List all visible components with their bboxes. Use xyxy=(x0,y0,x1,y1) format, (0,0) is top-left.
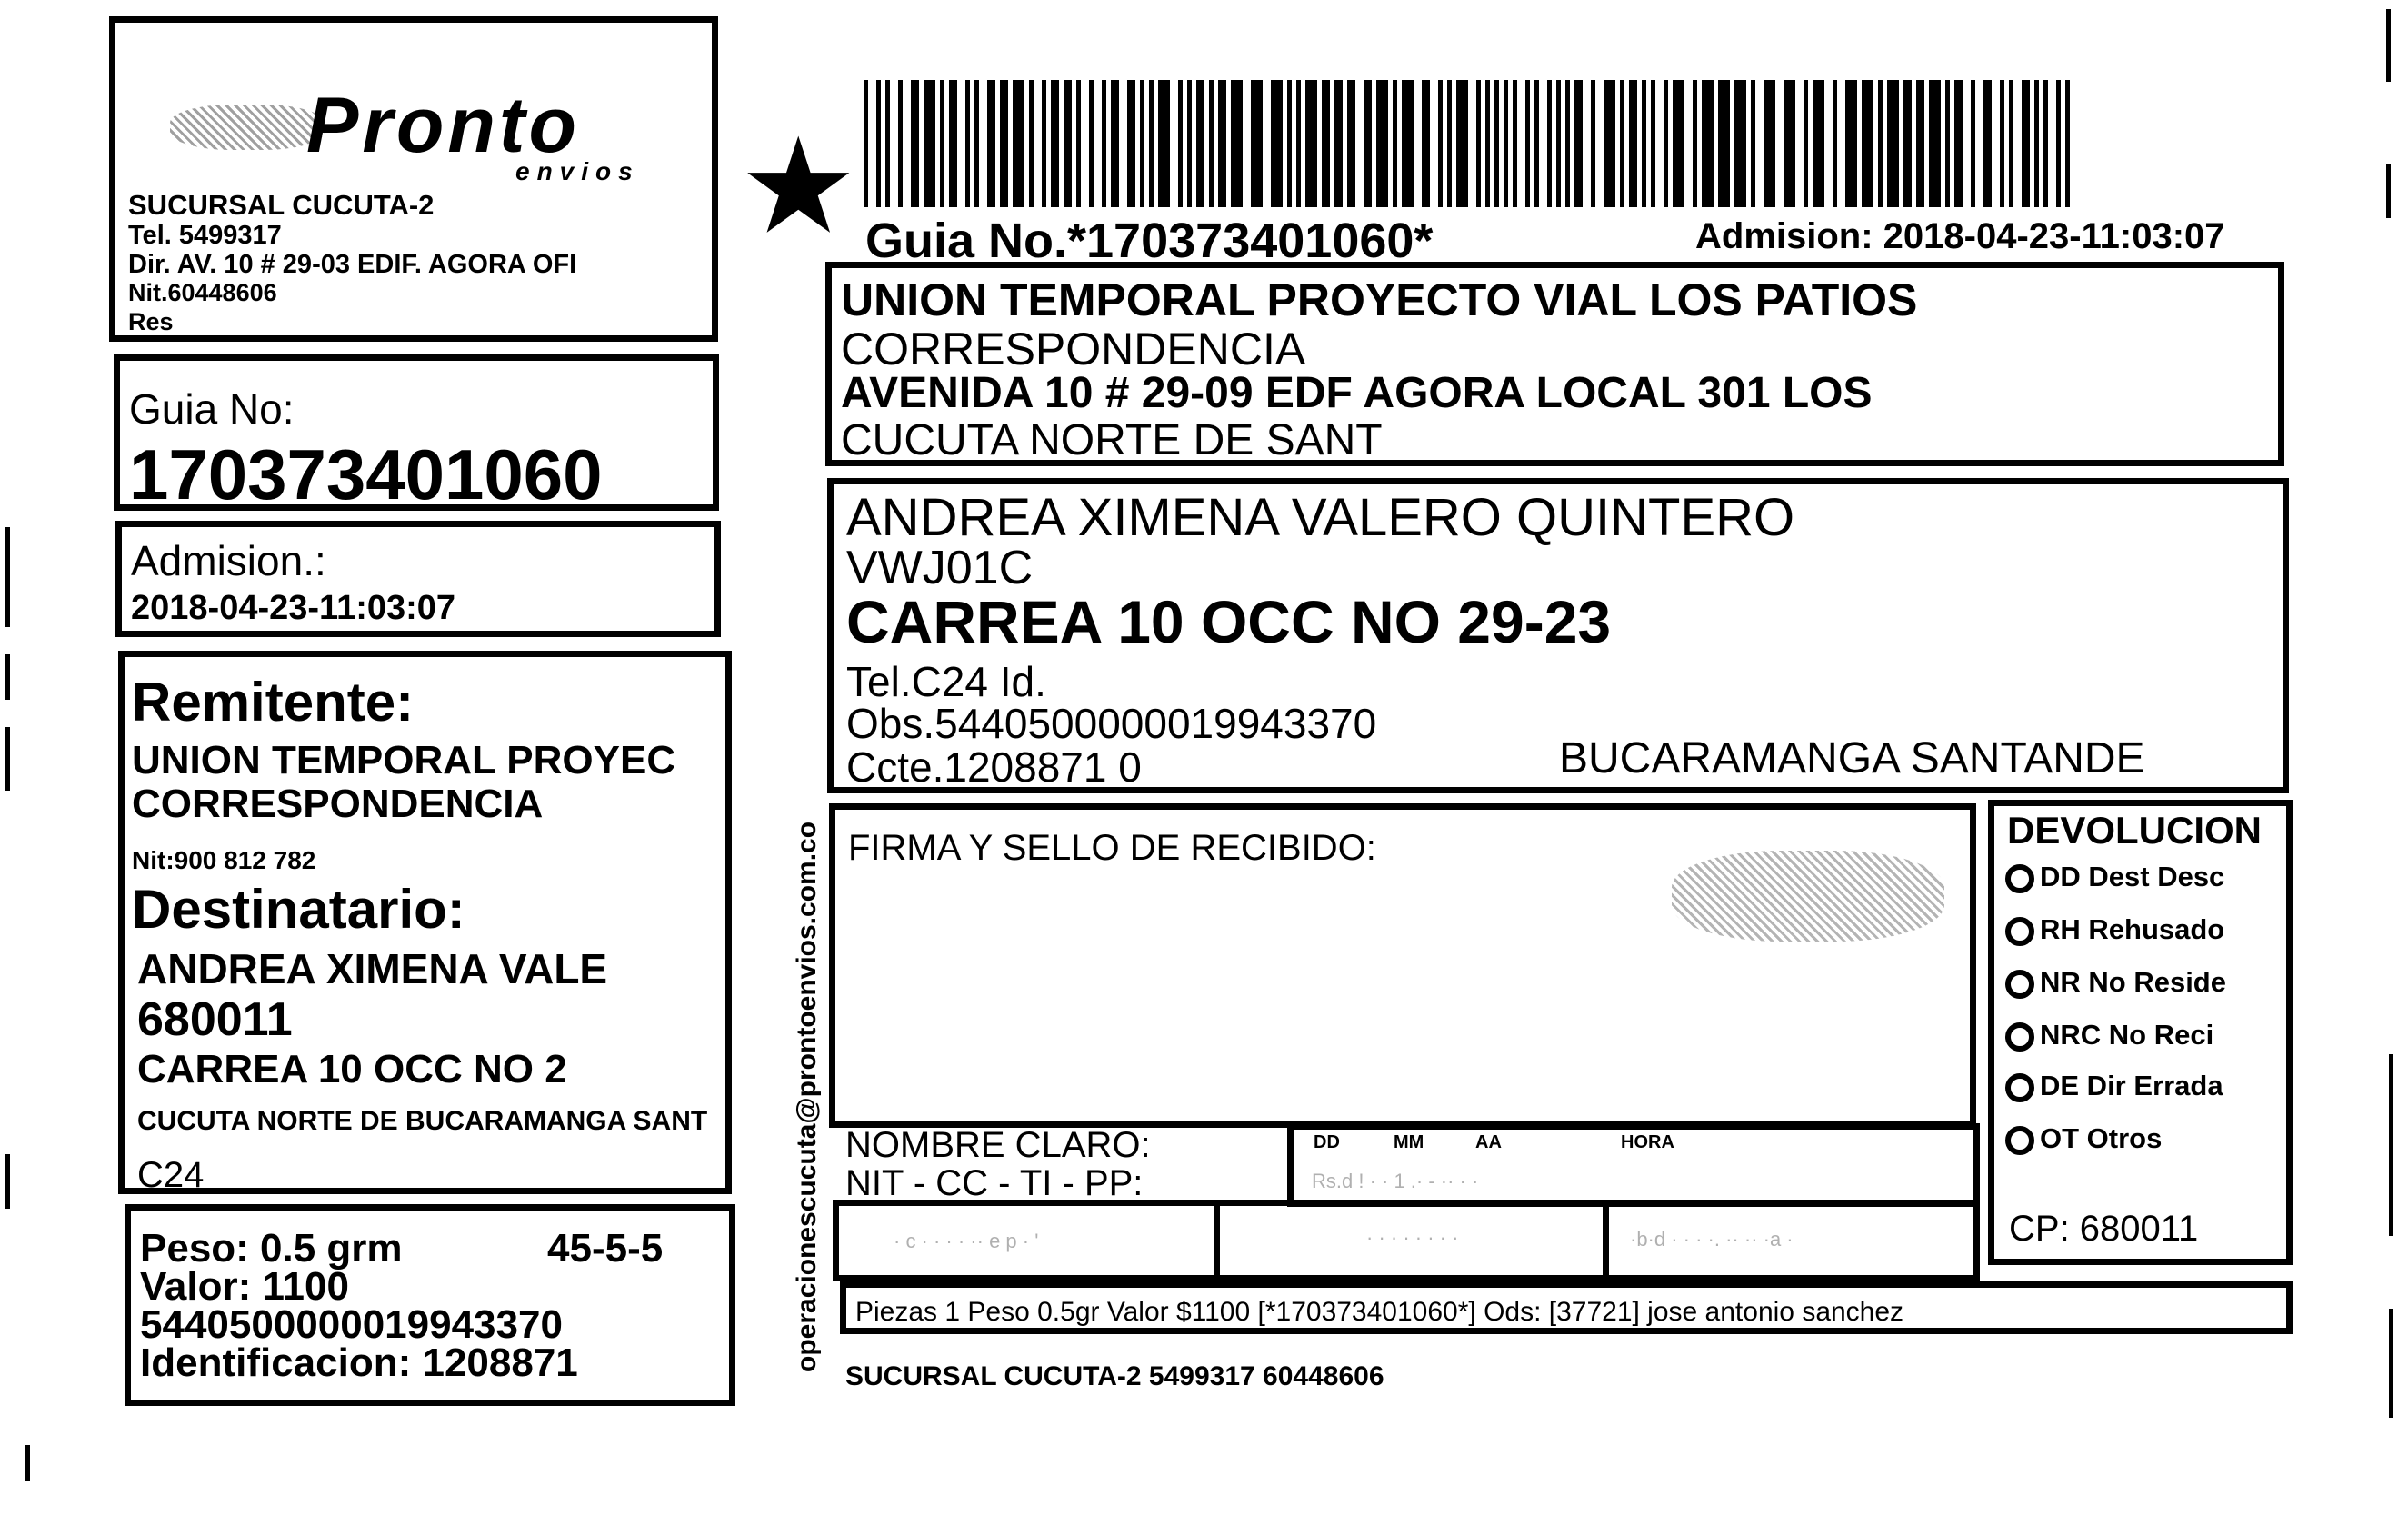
remitente-line1: UNION TEMPORAL PROYEC xyxy=(132,738,676,782)
radio-button[interactable] xyxy=(2005,1022,2034,1052)
date-header-dd: DD xyxy=(1314,1132,1340,1152)
guia-box xyxy=(114,354,719,514)
recipient-code: VWJ01C xyxy=(846,542,1034,594)
branch-nit: Nit.60448606 xyxy=(128,279,277,306)
devolucion-cp: CP: 680011 xyxy=(2009,1209,2199,1249)
signature-stamp xyxy=(1672,851,1944,942)
remitente-nit: Nit:900 812 782 xyxy=(132,846,316,874)
edge-mark xyxy=(2386,9,2391,82)
date-header-hora: HORA xyxy=(1621,1132,1674,1152)
destinatario-zone: C24 xyxy=(137,1155,205,1195)
date-header-aa: AA xyxy=(1475,1132,1502,1152)
destinatario-name: ANDREA XIMENA VALE xyxy=(137,945,608,992)
edge-mark xyxy=(5,654,10,700)
date-header-mm: MM xyxy=(1394,1132,1424,1152)
remitente-label: Remitente: xyxy=(132,672,415,733)
admision-value: 2018-04-23-11:03:07 xyxy=(131,589,456,627)
recipient-obs: Obs.5440500000019943370 xyxy=(846,700,1377,747)
signature-label: FIRMA Y SELLO DE RECIBIDO: xyxy=(848,828,1376,868)
recipient-ccte: Ccte.1208871 0 xyxy=(846,743,1142,791)
header-admision: Admision: 2018-04-23-11:03:07 xyxy=(1695,216,2225,256)
logo-text: Pronto xyxy=(306,82,581,169)
branch-res: Res xyxy=(128,308,174,335)
sender-box xyxy=(825,262,2284,466)
devolucion-title: DEVOLUCION xyxy=(2007,809,2263,852)
summary-box xyxy=(840,1281,2293,1334)
faint-stamp: · · · · · · · · xyxy=(1366,1226,1459,1249)
destinatario-address: CARREA 10 OCC NO 2 xyxy=(137,1047,567,1091)
radio-button[interactable] xyxy=(2005,864,2034,893)
sender-line2: CORRESPONDENCIA xyxy=(841,324,1306,374)
faint-stamp: Rs.d ! · · 1 .· - ·· · · xyxy=(1312,1170,1479,1192)
devolucion-option: DE Dir Errada xyxy=(2040,1070,2223,1101)
nit-cc-label: NIT - CC - TI - PP: xyxy=(845,1163,1144,1203)
recipient-address: CARREA 10 OCC NO 29-23 xyxy=(846,588,1612,655)
side-email: operacionescucuta@prontoenvios.com.co xyxy=(792,821,822,1372)
radio-button[interactable] xyxy=(2005,1126,2034,1155)
pronto-logo xyxy=(170,82,679,186)
edge-mark xyxy=(2389,1309,2393,1418)
package-value: Valor: 1100 xyxy=(140,1264,349,1309)
date-box xyxy=(1287,1123,1980,1207)
logo-subtext: envios xyxy=(515,157,640,185)
package-dimensions: 45-5-5 xyxy=(547,1226,664,1271)
radio-button[interactable] xyxy=(2005,1073,2034,1102)
devolucion-box xyxy=(1988,800,2293,1265)
faint-stamp: · c · · · · ·· e p · ' xyxy=(894,1230,1039,1252)
nombre-claro-label: NOMBRE CLARO: xyxy=(845,1125,1151,1165)
branch-box xyxy=(109,16,718,342)
devolucion-option: NR No Reside xyxy=(2040,966,2226,998)
destinatario-label: Destinatario: xyxy=(132,879,465,940)
recipient-city: BUCARAMANGA SANTANDE xyxy=(1559,734,2145,782)
edge-mark xyxy=(5,727,10,791)
admision-label: Admision.: xyxy=(131,537,326,584)
devolucion-option: NRC No Reci xyxy=(2040,1019,2214,1051)
branch-tel: Tel. 5499317 xyxy=(128,221,282,250)
recipient-tel: Tel.C24 Id. xyxy=(846,658,1046,705)
branch-address: Dir. AV. 10 # 29-03 EDIF. AGORA OFI xyxy=(128,250,577,279)
package-identification: Identificacion: 1208871 xyxy=(140,1341,578,1385)
header-guia: Guia No.*170373401060* xyxy=(865,214,1434,268)
barcode xyxy=(864,80,2082,207)
recipient-name: ANDREA XIMENA VALERO QUINTERO xyxy=(846,488,1795,547)
branch-name: SUCURSAL CUCUTA-2 xyxy=(128,189,435,221)
edge-mark xyxy=(5,527,10,627)
devolucion-option: RH Rehusado xyxy=(2040,913,2225,945)
recipient-box xyxy=(827,478,2289,793)
star-mark: ★ xyxy=(745,120,852,253)
edge-mark xyxy=(2386,164,2391,218)
radio-button[interactable] xyxy=(2005,917,2034,946)
edge-mark xyxy=(2389,1054,2393,1236)
destinatario-code: 680011 xyxy=(137,993,293,1046)
signature-box xyxy=(829,803,1976,1128)
package-reference: 5440500000019943370 xyxy=(140,1302,563,1347)
logo-swoosh xyxy=(170,105,325,150)
package-box xyxy=(125,1204,735,1406)
package-weight: Peso: 0.5 grm xyxy=(140,1226,403,1271)
sender-line1: UNION TEMPORAL PROYECTO VIAL LOS PATIOS xyxy=(841,274,1918,325)
id-box xyxy=(833,1200,1980,1281)
faint-stamp: ·b·d · · · ·. ·· ·· ·a · xyxy=(1630,1228,1794,1251)
devolucion-option: OT Otros xyxy=(2040,1122,2163,1154)
edge-mark xyxy=(25,1445,30,1481)
admision-box xyxy=(115,521,721,637)
sender-line3: AVENIDA 10 # 29-09 EDF AGORA LOCAL 301 LOS xyxy=(841,369,1873,417)
summary-text: Piezas 1 Peso 0.5gr Valor $1100 [*170373401060*] Ods: [37721] jose antonio sanchez xyxy=(855,1297,1904,1327)
radio-button[interactable] xyxy=(2005,970,2034,999)
parties-box xyxy=(118,651,732,1194)
footer-text: SUCURSAL CUCUTA-2 5499317 60448606 xyxy=(845,1361,1384,1391)
edge-mark xyxy=(5,1154,10,1209)
destinatario-city: CUCUTA NORTE DE BUCARAMANGA SANT xyxy=(137,1106,708,1136)
remitente-line2: CORRESPONDENCIA xyxy=(132,782,544,826)
id-box-divider xyxy=(1603,1206,1609,1279)
id-box-divider xyxy=(1214,1206,1220,1279)
guia-number: 170373401060 xyxy=(129,434,603,514)
sender-line4: CUCUTA NORTE DE SANT xyxy=(841,416,1383,464)
guia-label: Guia No: xyxy=(129,385,295,433)
devolucion-option: DD Dest Desc xyxy=(2040,861,2225,892)
